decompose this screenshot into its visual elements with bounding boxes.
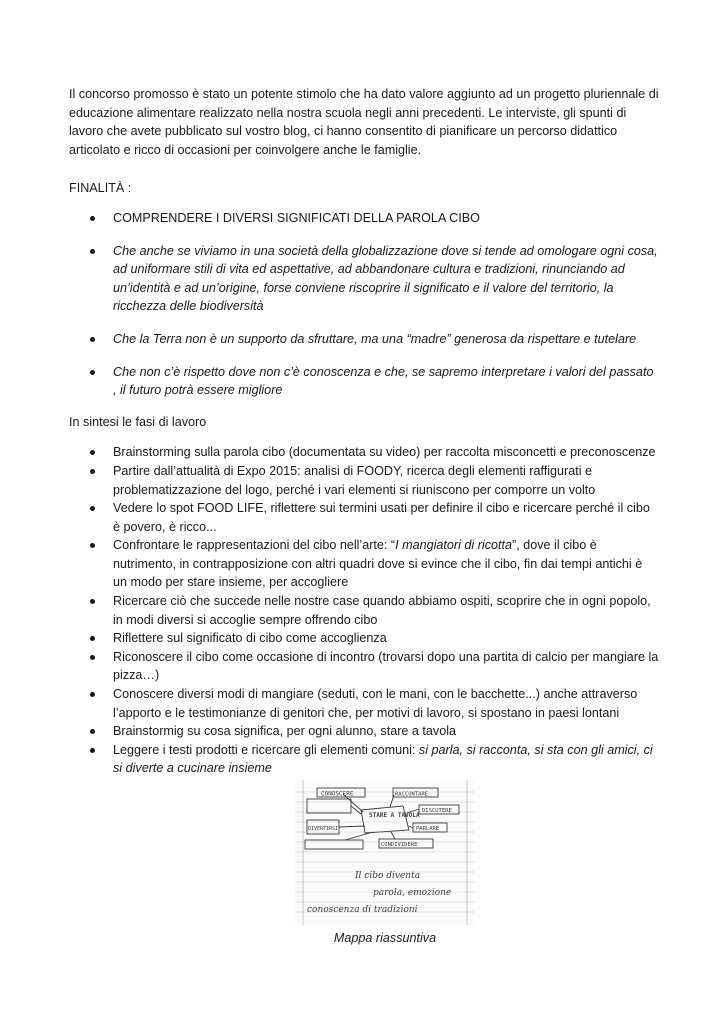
document-body [69,85,659,778]
drawing-label: DISCUTERE [422,808,452,814]
phase-item: Riflettere sul significato di cibo come accoglienza [69,629,659,648]
drawing-label: CONOSCERE [321,790,354,798]
phase-item: Conoscere diversi modi di mangiare (seduti, con le mani, con le bacchette...) anche attraverso l’apporto e le testimonianze di genitori che, per motivi di lavoro, si spostano in paesi lontani [69,685,659,722]
drawing-label: PARLARE [416,826,440,832]
phase-item: Brainstormig su cosa significa, per ogni alunno, stare a tavola [69,722,659,741]
phase-item: Leggere i testi prodotti e ricercare gli elementi comuni: si parla, si racconta, si sta con gli amici, ci si diverte a cucinare insieme [69,741,659,778]
phase-item: Riconoscere il cibo come occasione di incontro (trovarsi dopo una partita di calcio per mangiare la pizza…) [69,648,659,685]
phase-item: Confrontare le rappresentazioni del cibo nell’arte: “I mangiatori di ricotta”, dove il cibo è nutrimento, in contrapposizione con altri quadri dove si evince che il cibo, fin dai tempi antichi è un modo per stare insieme, per accogliere [69,536,659,592]
goal-item: COMPRENDERE I DIVERSI SIGNIFICATI DELLA PAROLA CIBO [69,209,659,228]
goal-item: Che anche se viviamo in una società della globalizzazione dove si tende ad omologare ogni cosa, ad uniformare stili di vita ed aspettative, ad abbandonare cultura e tradizioni, rinunciando ad un’identità e ad un’origine, forse conviene riscoprire il significato e il valore del territorio, la ricchezza delle biodiversità [69,242,659,316]
phase-item: Partire dall’attualità di Expo 2015: analisi di FOODY, ricerca degli elementi raffigurati e problematizzazione del logo, perché i vari elementi si riuniscono per comporre un volto [69,462,659,499]
concept-map-drawing [295,780,475,925]
phase-item: Vedere lo spot FOOD LIFE, riflettere sui termini usati per definire il cibo e ricercare perché il cibo è povero, è ricco... [69,499,659,536]
drawing-label: CONDIVIDERE [381,842,418,848]
goal-item: Che la Terra non è un supporto da sfruttare, ma una “madre” generosa da rispettare e tutelare [69,330,659,349]
goal-item: Che non c’è rispetto dove non c’è conoscenza e che, se sapremo interpretare i valori del passato , il futuro potrà essere migliore [69,363,659,400]
phase-item: Brainstorming sulla parola cibo (documentata su video) per raccolta misconcetti e preconoscenze [69,443,659,462]
summary-map-figure [295,780,475,945]
drawing-label: RACCONTARE [395,791,429,798]
phases-heading: In sintesi le fasi di lavoro [69,414,207,429]
finalita-heading: FINALITÀ : [69,181,132,196]
drawing-label: STARE A TAVOLA [369,812,420,819]
goals-list [69,209,659,400]
intro-paragraph: Il concorso promosso è stato un potente stimolo che ha dato valore aggiunto ad un progetto pluriennale di educazione alimentare realizzato nella nostra scuola negli anni precedenti. Le interviste, gli spunti di lavoro che avete pubblicato sul vostro blog, ci hanno consentito di pianificare un percorso didattico articolato e ricco di occasioni per coinvolgere anche le famiglie. [69,87,659,157]
drawing-label: DIVERTIRSI [308,826,339,832]
drawing-label: Il cibo diventa [355,871,421,881]
phases-list [69,443,659,778]
drawing-label: conoscenza di tradizioni [307,905,418,915]
figure-caption: Mappa riassuntiva [333,931,437,945]
drawing-label: parola, emozione [373,888,452,898]
phase-item: Ricercare ciò che succede nelle nostre case quando abbiamo ospiti, scoprire che in ogni popolo, in modi diversi si accoglie sempre offrendo cibo [69,592,659,629]
